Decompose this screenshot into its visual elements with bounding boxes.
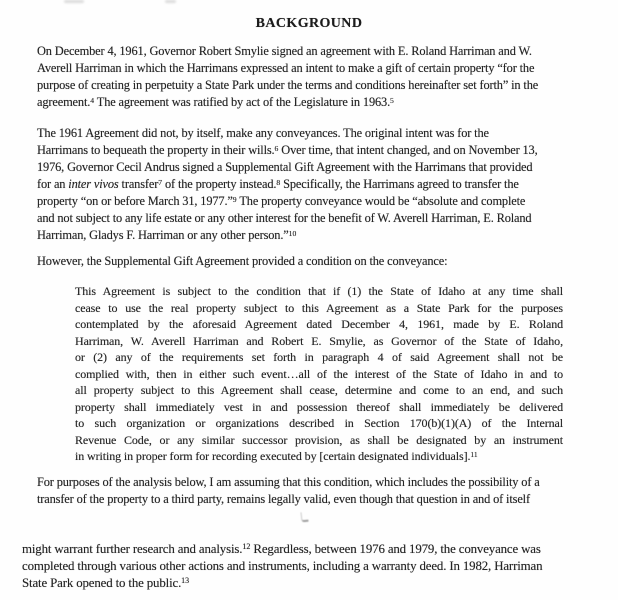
block-quote-agreement-condition bbox=[75, 283, 563, 465]
text-run: agreement. bbox=[37, 95, 91, 109]
text-run: This Agreement is subject to the condition that if (1) the State of Idaho at any time shall bbox=[75, 284, 563, 298]
paragraph-gift-agreement bbox=[37, 43, 618, 111]
text-line bbox=[75, 316, 563, 333]
text-line bbox=[75, 415, 563, 432]
footnote-marker: 7 bbox=[158, 177, 163, 187]
text-line bbox=[75, 349, 563, 366]
text-line bbox=[37, 176, 618, 193]
text-run: For purposes of the analysis below, I am assuming that this condition, which includes the possibility of a bbox=[37, 474, 540, 489]
text-run: On December 4, 1961, Governor Robert Smylie signed an agreement with E. Roland Harriman and W. bbox=[37, 44, 532, 58]
text-line bbox=[75, 399, 563, 416]
text-run: 1976, Governor Cecil Andrus signed a Supplemental Gift Agreement with the Harrimans that provided bbox=[37, 160, 533, 174]
footnote-marker: 9 bbox=[232, 194, 237, 204]
text-run: of the property instead. bbox=[162, 177, 277, 191]
text-run: However, the Supplemental Gift Agreement provided a condition on the conveyance: bbox=[37, 254, 448, 268]
text-run: purpose of creating in perpetuity a State Park under the terms and conditions hereinafter set forth” in the bbox=[37, 78, 539, 92]
text-run: all property subject to this Agreement shall cease, determine and come to an end, and such bbox=[75, 383, 563, 397]
text-run: property “on or before March 31, 1977.” bbox=[37, 194, 233, 208]
footnote-marker: 5 bbox=[390, 95, 394, 105]
scan-artifact-top-left bbox=[64, 0, 84, 3]
text-run: Regardless, between 1976 and 1979, the conveyance was bbox=[250, 541, 541, 556]
footnote-marker: 4 bbox=[90, 95, 95, 105]
text-line bbox=[75, 448, 563, 465]
text-run: completed through various other actions and instruments, including a warranty deed. In 1982, Harriman bbox=[22, 558, 543, 573]
text-run: Averell Harriman in which the Harrimans expressed an intent to make a gift of certain property “for the bbox=[37, 61, 535, 75]
scan-artifact-top-right bbox=[165, 0, 176, 3]
footnote-marker: 12 bbox=[242, 541, 251, 551]
text-line bbox=[22, 575, 618, 592]
text-line bbox=[37, 60, 618, 77]
text-line bbox=[37, 43, 618, 60]
text-line bbox=[37, 125, 618, 142]
footnote-marker: 8 bbox=[276, 177, 281, 187]
text-line bbox=[37, 77, 618, 94]
text-line bbox=[22, 541, 618, 558]
text-line bbox=[37, 253, 618, 270]
text-run: might warrant further research and analysis. bbox=[22, 541, 243, 556]
text-line bbox=[37, 142, 618, 159]
text-line bbox=[37, 491, 618, 508]
text-run: complied with, then in either such event…all of the interest of the State of Idaho in and to bbox=[75, 366, 563, 381]
text-run: transfer bbox=[118, 177, 159, 191]
text-run: Harriman, Gladys F. Harriman or any other person.” bbox=[37, 228, 289, 242]
text-run: The property conveyance would be “absolute and complete bbox=[236, 194, 526, 208]
text-run: Specifically, the Harrimans agreed to transfer the bbox=[280, 177, 519, 191]
scan-artifact-page-break bbox=[300, 512, 308, 523]
text-line bbox=[75, 333, 563, 350]
text-line bbox=[75, 432, 563, 449]
text-line bbox=[37, 227, 618, 244]
text-run: to such organization or organizations described in Section 170(b)(1)(A) of the Internal bbox=[75, 416, 563, 430]
text-line bbox=[75, 366, 563, 383]
text-line bbox=[75, 283, 563, 300]
footnote-marker: 13 bbox=[181, 575, 190, 585]
paragraph-conveyance-completed bbox=[22, 541, 618, 592]
footnote-marker: 11 bbox=[470, 449, 478, 459]
text-run: inter vivos bbox=[68, 177, 119, 191]
text-run: cease to use the real property subject to this Agreement as a State Park for the purposes bbox=[75, 300, 563, 315]
paragraph-supplemental-agreement bbox=[37, 125, 618, 244]
footnote-marker: 10 bbox=[288, 228, 297, 238]
text-line bbox=[37, 159, 618, 176]
text-run: Revenue Code, or any similar successor provision, as shall be designated by an instrument bbox=[75, 432, 563, 447]
text-line bbox=[75, 382, 563, 399]
text-run: The 1961 Agreement did not, by itself, make any conveyances. The original intent was for the bbox=[37, 126, 489, 140]
text-run: Over time, that intent changed, and on November 13, bbox=[278, 143, 538, 157]
text-run: Harriman, W. Averell Harriman and Robert E. Smylie, as Governor of the State of Idaho, bbox=[75, 333, 563, 348]
text-run: or (2) any of the requirements set forth in paragraph 4 of said Agreement shall not be bbox=[75, 350, 563, 364]
text-run: State Park opened to the public. bbox=[22, 575, 182, 590]
text-line bbox=[22, 558, 618, 575]
text-line bbox=[37, 210, 618, 227]
text-line bbox=[37, 94, 618, 111]
text-run: and not subject to any life estate or any other interest for the benefit of W. Averell Harriman, E. Roland bbox=[37, 211, 532, 225]
footnote-marker: 6 bbox=[274, 143, 279, 153]
text-run: The agreement was ratified by act of the Legislature in 1963. bbox=[94, 95, 391, 109]
text-run: for an bbox=[37, 177, 69, 191]
text-line bbox=[75, 300, 563, 317]
text-run: in writing in proper form for recording executed by [certain designated individuals]. bbox=[75, 449, 471, 463]
text-line bbox=[37, 474, 618, 491]
text-run: contemplated by the aforesaid Agreement dated December 4, 1961, made by E. Roland bbox=[75, 317, 563, 331]
text-run: transfer of the property to a third party, remains legally valid, even though that question in and of itself bbox=[37, 491, 530, 506]
text-run: Harrimans to bequeath the property in their wills. bbox=[37, 143, 275, 157]
section-heading: BACKGROUND bbox=[255, 16, 363, 31]
paragraph-analysis-assumption bbox=[37, 474, 618, 508]
text-line bbox=[37, 193, 618, 210]
paragraph-condition-intro bbox=[37, 253, 618, 270]
text-run: property shall immediately vest in and possession thereof shall immediately be delivered bbox=[75, 399, 563, 414]
